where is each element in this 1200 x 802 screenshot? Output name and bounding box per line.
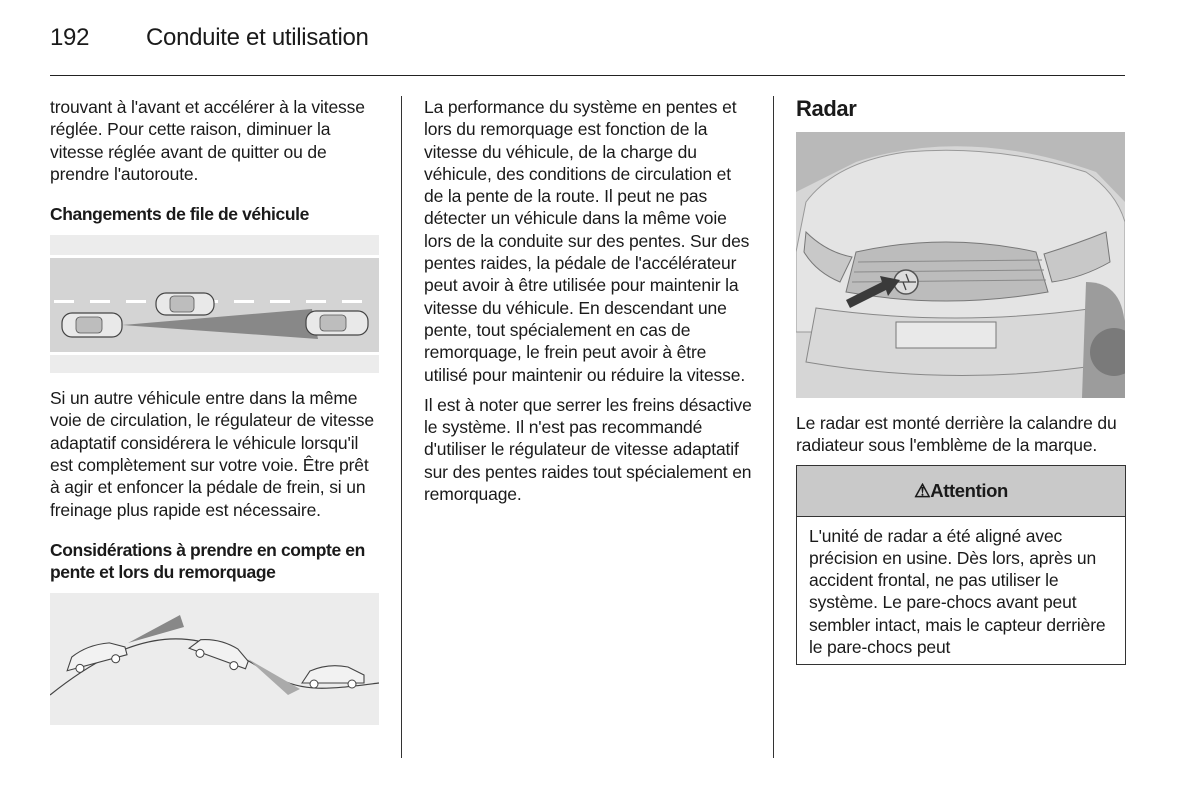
car-own-icon (62, 313, 122, 337)
car-ahead-icon (306, 311, 368, 335)
column-2 (424, 96, 754, 513)
page-number: 192 (50, 24, 90, 51)
lane-change-paragraph: Si un autre véhicule entre dans la même voie de circulation, le régulateur de vitesse adaptatif considérera le véhicule lorsqu'il est complètement sur votre voie. Être prêt à agir et enfoncer la pédale de frein, si un freinage plus rapide est nécessaire. (50, 388, 374, 520)
warning-triangle-icon: ⚠ (914, 479, 931, 501)
radar-heading: Radar (796, 96, 857, 121)
column-1 (50, 96, 382, 725)
lane-change-heading: Changements de file de véhicule (50, 204, 309, 225)
header-rule (50, 75, 1125, 76)
column-divider-2 (773, 96, 774, 758)
attention-body (797, 517, 1125, 665)
attention-text: L'unité de radar a été aligné avec précision en usine. Dès lors, après un accident frontal, ne pas utiliser le système. Le pare-chocs avant peut sembler intact, mais le capteur derrière le pare-chocs peut (809, 525, 1106, 658)
slope-illustration (50, 593, 379, 725)
attention-header (797, 466, 1125, 517)
attention-title: Attention (930, 479, 1008, 501)
attention-box (796, 465, 1126, 666)
intro-paragraph: trouvant à l'avant et accélérer à la vitesse réglée. Pour cette raison, diminuer la vitesse réglée avant de quitter ou de prendre l'autoroute. (50, 97, 365, 184)
slope-paragraph-1: La performance du système en pentes et lors du remorquage est fonction de la vitesse du véhicule, de la charge du véhicule, des conditions de circulation et de la pente de la route. Il peut ne pas détecter un véhicule dans la même voie lors de la conduite sur des pentes. Sur des pentes raides, la pédale de l'accélérateur peut avoir à être utilisée pour maintenir la vitesse du véhicule. En descendant une pente, tout spécialement en cas de remorquage, le frein peut avoir à être utilisé pour maintenir ou réduire la vitesse. (424, 97, 750, 385)
page-header (50, 24, 369, 52)
radar-caption: Le radar est monté derrière la calandre du radiateur sous l'emblème de la marque. (796, 413, 1117, 456)
slope-paragraph-2: Il est à noter que serrer les freins désactive le système. Il n'est pas recommandé d'utiliser le régulateur de vitesse adaptatif sur des pentes raides tout spécialement en remorquage. (424, 394, 752, 505)
column-divider-1 (401, 96, 402, 758)
column-3 (796, 96, 1126, 665)
radar-location-photo (796, 132, 1125, 398)
slope-heading: Considérations à prendre en compte en pente et lors du remorquage (50, 539, 365, 582)
section-title: Conduite et utilisation (146, 24, 369, 51)
lane-change-illustration (50, 235, 379, 373)
car-changing-lane-icon (156, 293, 214, 315)
